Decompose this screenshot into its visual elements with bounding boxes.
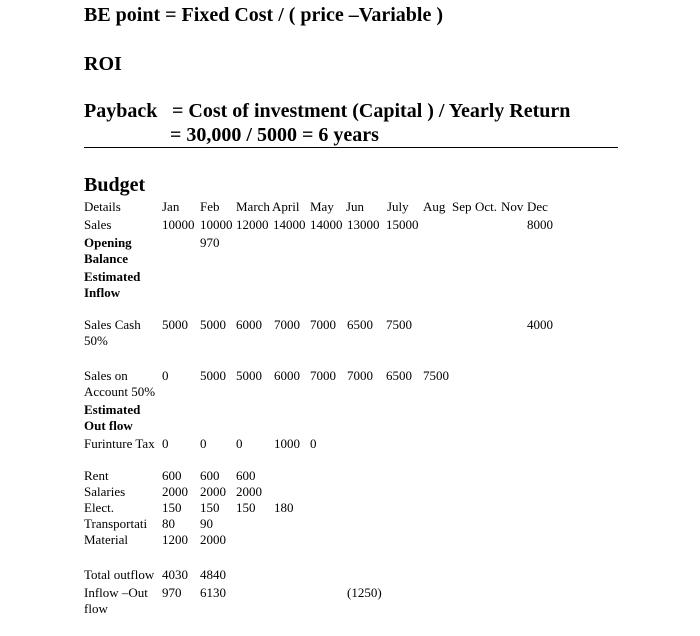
cell-feb: 5000 bbox=[200, 368, 226, 383]
cell-mar: 0 bbox=[236, 436, 243, 451]
cell-mar: 2000 bbox=[236, 484, 262, 499]
section-divider bbox=[84, 147, 618, 148]
row-label: Total outflow bbox=[84, 567, 155, 582]
row-label: Sales Cash 50% bbox=[84, 317, 141, 348]
cell-feb: 150 bbox=[200, 500, 220, 515]
cell-apr: 14000 bbox=[273, 217, 306, 232]
cell-jan: 600 bbox=[162, 468, 182, 483]
cell-mar: 6000 bbox=[236, 317, 262, 332]
cell-jun: 13000 bbox=[347, 217, 380, 232]
cell-dec: 4000 bbox=[527, 317, 553, 332]
header-march: March bbox=[236, 199, 270, 214]
header-oct: Oct. bbox=[475, 199, 498, 214]
cell-feb: 90 bbox=[200, 516, 213, 531]
cell-apr: 7000 bbox=[274, 317, 300, 332]
cell-jun: 7000 bbox=[347, 368, 373, 383]
cell-may: 14000 bbox=[310, 217, 343, 232]
break-even-formula: BE point = Fixed Cost / ( price –Variable ) bbox=[84, 4, 443, 26]
cell-feb: 6130 bbox=[200, 585, 226, 600]
cell-mar: 150 bbox=[236, 500, 256, 515]
cell-feb: 10000 bbox=[200, 217, 233, 232]
cell-feb: 4840 bbox=[200, 567, 226, 582]
cell-feb: 5000 bbox=[200, 317, 226, 332]
payback-calculation: = 30,000 / 5000 = 6 years bbox=[170, 124, 379, 146]
row-label: Sales bbox=[84, 217, 112, 232]
row-label: Material bbox=[84, 532, 129, 547]
header-sep: Sep bbox=[452, 199, 472, 214]
cell-jul: 6500 bbox=[386, 368, 412, 383]
roi-heading: ROI bbox=[84, 53, 122, 75]
cell-feb: 600 bbox=[200, 468, 220, 483]
cell-jan: 5000 bbox=[162, 317, 188, 332]
row-label: Rent bbox=[84, 468, 109, 483]
cell-jan: 970 bbox=[162, 585, 182, 600]
row-label: Salaries bbox=[84, 484, 126, 499]
cell-aug: 7500 bbox=[423, 368, 449, 383]
header-april: April bbox=[272, 199, 300, 214]
payback-label: Payback bbox=[84, 100, 158, 122]
header-may: May bbox=[310, 199, 334, 214]
cell-mar: 5000 bbox=[236, 368, 262, 383]
header-details: Details bbox=[84, 199, 121, 214]
cell-jan: 2000 bbox=[162, 484, 188, 499]
header-nov: Nov bbox=[501, 199, 524, 214]
row-label: Sales on Account 50% bbox=[84, 368, 156, 399]
cell-jan: 1200 bbox=[162, 532, 188, 547]
cell-jul: 15000 bbox=[386, 217, 419, 232]
row-label: Opening Balance bbox=[84, 235, 132, 266]
cell-jan: 10000 bbox=[162, 217, 195, 232]
row-label: Transportati bbox=[84, 516, 148, 531]
cell-jan: 80 bbox=[162, 516, 175, 531]
header-july: July bbox=[387, 199, 409, 214]
header-jan: Jan bbox=[162, 199, 180, 214]
header-jun: Jun bbox=[346, 199, 365, 214]
cell-jan: 0 bbox=[162, 368, 169, 383]
cell-jun: 6500 bbox=[347, 317, 373, 332]
cell-jan: 4030 bbox=[162, 567, 188, 582]
cell-feb: 970 bbox=[200, 235, 220, 250]
cell-apr: 1000 bbox=[274, 436, 300, 451]
header-feb: Feb bbox=[200, 199, 220, 214]
cell-apr: 180 bbox=[274, 500, 294, 515]
cell-dec: 8000 bbox=[527, 217, 553, 232]
cell-mar: 600 bbox=[236, 468, 256, 483]
cell-feb: 2000 bbox=[200, 484, 226, 499]
budget-title: Budget bbox=[84, 174, 146, 196]
row-label: Estimated Out flow bbox=[84, 402, 141, 433]
header-aug: Aug bbox=[423, 199, 446, 214]
cell-may: 7000 bbox=[310, 368, 336, 383]
cell-feb: 0 bbox=[200, 436, 207, 451]
cell-apr: 6000 bbox=[274, 368, 300, 383]
payback-formula: = Cost of investment (Capital ) / Yearly Return bbox=[172, 100, 571, 122]
cell-feb: 2000 bbox=[200, 532, 226, 547]
row-label: Elect. bbox=[84, 500, 114, 515]
header-dec: Dec bbox=[527, 199, 548, 214]
row-label: Inflow –Out flow bbox=[84, 585, 148, 616]
cell-may: 7000 bbox=[310, 317, 336, 332]
cell-jun: (1250) bbox=[347, 585, 382, 600]
cell-jul: 7500 bbox=[386, 317, 412, 332]
cell-jan: 150 bbox=[162, 500, 182, 515]
cell-may: 0 bbox=[310, 436, 317, 451]
cell-mar: 12000 bbox=[236, 217, 269, 232]
row-label: Furinture Tax bbox=[84, 436, 155, 451]
row-label: Estimated Inflow bbox=[84, 269, 141, 300]
cell-jan: 0 bbox=[162, 436, 169, 451]
